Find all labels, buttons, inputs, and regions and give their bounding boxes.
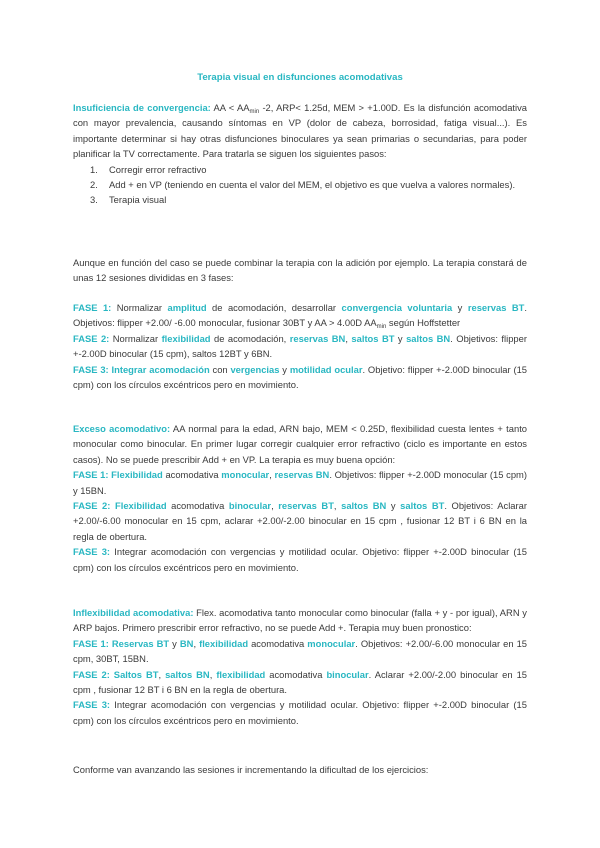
exceso-section [73, 421, 527, 575]
fase-text: y [279, 363, 290, 375]
exceso-fase-1 [73, 467, 527, 498]
keyword: monocular [307, 637, 356, 649]
keyword: saltos BT [351, 332, 395, 344]
fase-text: . Objetivos: Aclarar +2.00/-6.00 monocular en 15 cpm, aclarar +2.00/-2.00 binocular en 15 cpm , fusionar 12 BT i 6 BN en la regla de obertura. [73, 500, 527, 542]
keyword: flexibilidad [199, 637, 249, 649]
exceso-text: AA normal para la edad, ARN bajo, MEM < 0.25D, flexibilidad cuesta lentes + tanto monocular como binocular. En primer lugar corregir cualquier error refractivo (ciclo es importante en estos casos). No se puede prescribir Add + en VP. La terapia es muy buena opción: [73, 423, 528, 465]
fase-text: acomodativa [166, 500, 229, 512]
fase-text: Normalizar [109, 332, 162, 344]
keyword: flexibilidad [216, 668, 266, 680]
list-item-number: 3. [90, 194, 98, 206]
keyword: saltos BT [400, 500, 445, 512]
fase-label: FASE 3: [73, 546, 111, 558]
criteria-subscript: min [249, 109, 260, 115]
insuficiencia-criteria-a: AA < AA [213, 102, 250, 113]
insuficiencia-fase-3 [73, 362, 527, 393]
insuficiencia-label: Insuficiencia de convergencia: [73, 102, 211, 113]
fase-text: y [452, 302, 468, 313]
fase-text: , [271, 500, 279, 512]
fase-text: y [394, 332, 407, 344]
fase-text: , [345, 332, 352, 344]
insuficiencia-section [73, 100, 527, 208]
fase-label: FASE 2: Saltos BT [73, 668, 159, 680]
fase-text: , [333, 500, 342, 512]
inflexibilidad-text: Flex. acomodativa tanto monocular como binocular (falla + y - por igual), ARN y ARP bajos. Primero prescribir error refractivo, no se puede Add +. Terapia muy buen pronostico: [73, 607, 527, 634]
fase-text: , [209, 668, 217, 680]
fase-text: y [386, 500, 401, 512]
keyword: flexibilidad [161, 332, 211, 344]
inflexibilidad-section [73, 605, 527, 728]
insuficiencia-criteria-b: -2, ARP< 1.25d, MEM > +1.00D. [259, 102, 401, 113]
fase-label: FASE 2: [73, 332, 110, 344]
fase-label: FASE 1: [73, 302, 112, 313]
fase-text: Normalizar [111, 302, 168, 313]
insuficiencia-paragraph [73, 100, 527, 162]
closing-line: Conforme van avanzando las sesiones ir incrementando la dificultad de los ejercicios: [73, 764, 429, 775]
keyword: monocular [221, 469, 270, 481]
page-title: Terapia visual en disfunciones acomodativas [197, 72, 403, 83]
fase-label: FASE 3: [73, 699, 111, 711]
therapy-note: Aunque en función del caso se puede combinar la terapia con la adición por ejemplo. La terapia constará de unas 12 sesiones divididas en 3 fases: [73, 257, 527, 284]
fase-text: . Aclarar +2.00/-2.00 binocular en 15 cpm , fusionar 12 BT i 6 BN en la regla de obertura. [73, 668, 527, 696]
keyword: reservas BT [467, 302, 525, 313]
keyword: convergencia voluntaria [341, 302, 453, 313]
fase-label: FASE 3: Integrar acomodación [73, 363, 210, 375]
inflexibilidad-paragraph [73, 605, 527, 636]
fase-text: . Objetivos: flipper +2.00/ -6.00 monocular, fusionar 30BT y AA > 4.00D AA [73, 302, 527, 329]
fase-text: , [269, 469, 275, 481]
fase-text: Integrar acomodación con vergencias y motilidad ocular. Objetivo: flipper +-2.00D binocular (15 cpm) con los círculos excéntricos pero en movimiento. [73, 699, 527, 726]
exceso-label: Exceso acomodativo: [73, 423, 171, 434]
insuficiencia-phases [73, 300, 527, 392]
steps-list [73, 162, 527, 208]
fase-text: acomodativa [248, 637, 308, 649]
keyword: reservas BT [278, 500, 334, 512]
list-item-number: 2. [90, 179, 98, 191]
insuficiencia-fase-1 [73, 300, 527, 331]
fase-text: acomodativa [265, 668, 327, 680]
keyword: Flexibilidad [108, 469, 163, 481]
fase-text: . Objetivos: flipper +-2.00D binocular (15 cpm), saltos 12BT y 6BN. [73, 332, 527, 360]
keyword: saltos BN [406, 332, 451, 344]
keyword: Flexibilidad [110, 500, 167, 512]
keyword: amplitud [167, 302, 207, 313]
list-item-text: Corregir error refractivo [109, 163, 207, 175]
fase-text: Integrar acomodación con vergencias y motilidad ocular. Objetivo: flipper +-2.00D binocular (15 cpm) con los círculos excéntricos pero en movimiento. [73, 546, 527, 573]
inflexibilidad-label: Inflexibilidad acomodativa: [73, 607, 194, 618]
inflexibilidad-fase-2 [73, 667, 527, 698]
fase-text: y [169, 637, 180, 649]
list-item [73, 177, 527, 192]
fase-label: FASE 1: Reservas BT [73, 637, 170, 649]
inflexibilidad-fase-1 [73, 636, 527, 667]
keyword: reservas BN [289, 332, 346, 344]
keyword: binocular [228, 500, 272, 512]
keyword: binocular [326, 668, 369, 680]
fase-text: . Objetivos: flipper +-2.00D monocular (15 cpm) y 15BN. [73, 469, 527, 496]
keyword: saltos BN [165, 668, 210, 680]
exceso-fase-3 [73, 544, 527, 575]
keyword: motilidad ocular [289, 363, 363, 375]
subscript: min [376, 324, 387, 331]
keyword: vergencias [230, 363, 280, 375]
fase-text: de acomodación, [210, 332, 290, 344]
fase-label: FASE 1: [73, 469, 109, 481]
keyword: saltos BN [341, 500, 387, 512]
fase-text: , [193, 637, 200, 649]
insuficiencia-fase-2 [73, 331, 527, 362]
fase-text: , [158, 668, 166, 680]
fase-text: con [209, 363, 231, 375]
fase-text: . Objetivos: +2.00/-6.00 monocular en 15 cpm, 30BT, 15BN. [73, 637, 527, 665]
list-item-text: Add + en VP (teniendo en cuenta el valor del MEM, el objetivo es que vuelva a valores normales). [109, 179, 516, 191]
insuficiencia-text: Es la disfunción acomodativa con mayor prevalencia, causando síntomas en VP (dolor de cabeza, borrosidad, fatiga visual...). Es importante determinar si hay otras disfunciones binoculares ya sean primarias o secundarias, para poder planificar la TV correctamente. Para tratarla se siguen los siguientes pasos: [73, 102, 528, 160]
fase-text: de acomodación, desarrollar [206, 302, 342, 313]
keyword: reservas BN [274, 469, 330, 481]
fase-text: . Objetivo: flipper +-2.00D binocular (15 cpm) con los círculos excéntricos pero en movimiento. [73, 363, 528, 391]
exceso-fase-2 [73, 498, 527, 544]
fase-text: acomodativa [162, 469, 222, 481]
inflexibilidad-fase-3 [73, 697, 527, 728]
exceso-paragraph [73, 421, 527, 467]
list-item-text: Terapia visual [109, 194, 167, 206]
list-item [73, 162, 527, 177]
list-item [73, 192, 527, 207]
keyword: BN [179, 637, 194, 649]
list-item-number: 1. [90, 163, 98, 175]
fase-label: FASE 2: [73, 500, 111, 512]
fase-text: según Hoffstetter [386, 317, 461, 329]
